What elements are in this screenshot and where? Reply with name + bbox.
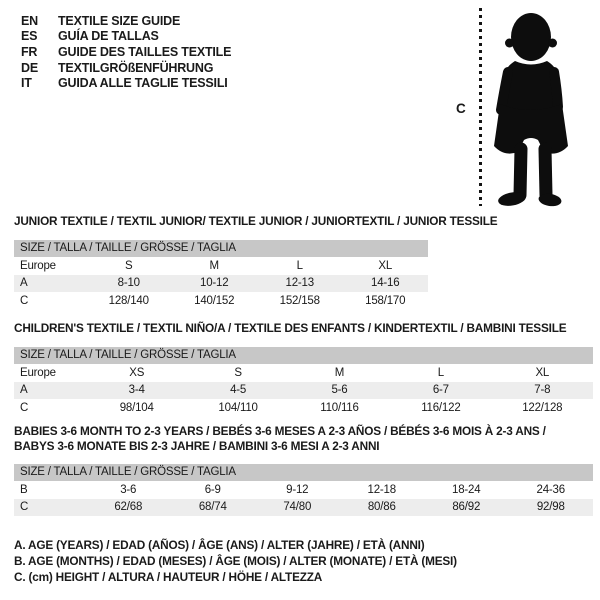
table-row [14,275,428,293]
row-label: B [20,483,28,496]
language-code: ES [21,29,38,44]
language-row [21,13,231,29]
language-label: GUÍA DE TALLAS [58,29,159,44]
row-value: 86/92 [452,501,481,514]
table-row [14,257,428,275]
table-row [14,292,428,310]
row-value: 10-12 [200,277,229,290]
height-measure-label: C [456,101,466,116]
language-row [21,60,231,76]
row-value: 14-16 [371,277,400,290]
row-value: 18-24 [452,483,481,496]
table-row [14,382,593,400]
row-value: 152/158 [279,294,320,307]
row-label: Europe [20,366,56,379]
language-list [21,13,231,91]
size-header-band: SIZE / TALLA / TAILLE / GRÖSSE / TAGLIA [14,240,428,257]
row-value: 110/116 [320,401,359,414]
row-label: A [20,384,28,397]
note-line: A. AGE (YEARS) / EDAD (AÑOS) / ÂGE (ANS) / ALTER (JAHRE) / ETÀ (ANNI) [14,538,425,552]
size-table [14,364,593,417]
table-row [14,481,593,499]
row-value: 128/140 [108,294,149,307]
language-code: FR [21,44,38,59]
row-value: 12-13 [285,277,314,290]
language-code: DE [21,60,38,75]
language-label: TEXTILGRÖßENFÜHRUNG [58,60,214,75]
table-row [14,399,593,417]
table-row [14,364,593,382]
language-row [21,29,231,45]
row-value: 62/68 [114,501,143,514]
notes [14,537,457,585]
row-label: Europe [20,259,56,272]
row-value: M [209,259,219,272]
row-value: 24-36 [536,483,565,496]
size-table [14,481,593,516]
row-value: 7-8 [534,384,551,397]
row-value: 9-12 [286,483,309,496]
row-value: 158/170 [365,294,406,307]
row-value: 98/104 [119,401,154,414]
row-value: L [296,259,303,272]
row-value: 122/128 [522,401,563,414]
language-label: GUIDA ALLE TAGLIE TESSILI [58,76,228,91]
row-value: 92/98 [536,501,565,514]
language-code: EN [21,13,38,28]
language-row [21,44,231,60]
row-value: XL [378,259,393,272]
row-value: L [437,366,444,379]
row-value: S [125,259,133,272]
row-value: 12-18 [367,483,396,496]
table-title [14,214,497,229]
row-value: 5-6 [331,384,348,397]
row-value: 140/152 [194,294,235,307]
row-value: 104/110 [218,401,258,414]
row-value: S [234,366,242,379]
row-value: 68/74 [198,501,227,514]
row-value: 116/122 [421,401,461,414]
table-title [14,321,566,336]
size-table [14,257,428,310]
baby-silhouette-icon [486,6,582,212]
row-value: 6-7 [432,384,449,397]
table-row [14,499,593,517]
note-line: C. (cm) HEIGHT / ALTURA / HAUTEUR / HÖHE / ALTEZZA [14,570,323,584]
row-label: C [20,501,29,514]
height-dotted-line [479,8,482,206]
row-label: C [20,401,29,414]
size-header-band: SIZE / TALLA / TAILLE / GRÖSSE / TAGLIA [14,464,593,481]
row-label: C [20,294,29,307]
row-value: XS [129,366,145,379]
row-value: 6-9 [204,483,221,496]
row-value: 8-10 [117,277,140,290]
row-value: XL [535,366,550,379]
row-value: 3-4 [128,384,145,397]
row-label: A [20,277,28,290]
table-title-line: CHILDREN'S TEXTILE / TEXTIL NIÑO/A / TEXTILE DES ENFANTS / KINDERTEXTIL / BAMBINI TESSILE [14,321,567,335]
table-title [14,424,546,453]
row-value: 80/86 [367,501,396,514]
row-value: 74/80 [283,501,312,514]
table-title-line: JUNIOR TEXTILE / TEXTIL JUNIOR/ TEXTILE JUNIOR / JUNIORTEXTIL / JUNIOR TESSILE [14,214,498,228]
row-value: 4-5 [230,384,247,397]
language-label: TEXTILE SIZE GUIDE [58,13,181,28]
row-value: M [334,366,345,379]
language-row [21,75,231,91]
size-header-band: SIZE / TALLA / TAILLE / GRÖSSE / TAGLIA [14,347,593,364]
note-line: B. AGE (MONTHS) / EDAD (MESES) / ÂGE (MOIS) / ALTER (MONATE) / ETÀ (MESI) [14,554,457,568]
language-label: GUIDE DES TAILLES TEXTILE [58,44,232,59]
table-title-line: BABIES 3-6 MONTH TO 2-3 YEARS / BEBÉS 3-6 MESES A 2-3 AÑOS / BÉBÉS 3-6 MOIS À 2-3 ANS / [14,424,546,438]
row-value: 3-6 [120,483,137,496]
language-code: IT [21,76,32,91]
table-title-line: BABYS 3-6 MONATE BIS 2-3 JAHRE / BAMBINI 3-6 MESI A 2-3 ANNI [14,438,380,453]
